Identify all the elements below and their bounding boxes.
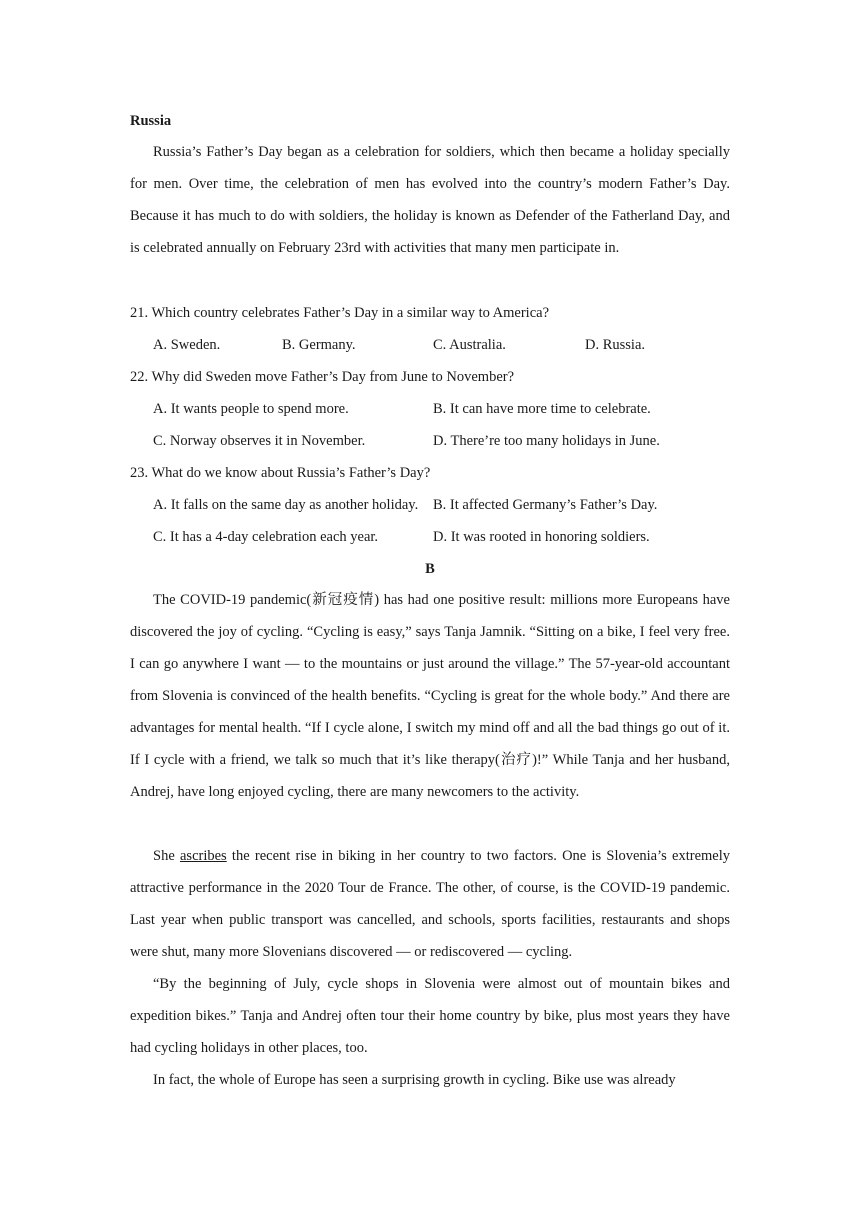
- question-23-option-d: D. It was rooted in honoring soldiers.: [433, 529, 650, 545]
- passage-b-paragraph-4: In fact, the whole of Europe has seen a surprising growth in cycling. Bike use was already: [153, 1072, 676, 1088]
- paragraph-2-start: She: [153, 848, 180, 864]
- question-22-stem: 22. Why did Sweden move Father’s Day from June to November?: [130, 369, 515, 385]
- question-23-option-a: A. It falls on the same day as another holiday.: [153, 497, 419, 513]
- question-23-stem: 23. What do we know about Russia’s Father’s Day?: [130, 465, 431, 481]
- question-22-option-c: C. Norway observes it in November.: [153, 433, 366, 449]
- question-22-option-b: B. It can have more time to celebrate.: [433, 401, 651, 417]
- passage-b-paragraph-2: [130, 840, 730, 968]
- russia-paragraph: Russia’s Father’s Day began as a celebration for soldiers, which then became a holiday specially for men. Over time, the celebration of men has evolved into the country’s modern Father’s Day. Because it has much to do with soldiers, the holiday is known as Defender of the Fatherland Day, and is celebrated annually on February 23rd with activities that many men participate in.: [130, 144, 730, 256]
- passage-b-paragraph-1: The COVID-19 pandemic(新冠疫情) has had one positive result: millions more Europeans have discovered the joy of cycling. “Cycling is easy,” says Tanja Jamnik. “Sitting on a bike, I feel very free. I can go anywhere I want — to the mountains or just around the village.” The 57-year-old accountant from Slovenia is convinced of the health benefits. “Cycling is great for the whole body.” And there are advantages for mental health. “If I cycle alone, I switch my mind off and all the bad things go out of it. If I cycle with a friend, we talk so much that it’s like therapy(治疗)!” While Tanja and her husband, Andrej, have long enjoyed cycling, there are many newcomers to the activity.: [130, 592, 730, 800]
- question-21-option-b: B. Germany.: [282, 337, 356, 353]
- question-21-option-d: D. Russia.: [585, 337, 646, 353]
- question-21-option-a: A. Sweden.: [153, 337, 221, 353]
- passage-b-label: B: [425, 561, 435, 577]
- question-21-stem: 21. Which country celebrates Father’s Day in a similar way to America?: [130, 305, 550, 321]
- paragraph-2-rest: the recent rise in biking in her country to two factors. One is Slovenia’s extremely attractive performance in the 2020 Tour de France. The other, of course, is the COVID-19 pandemic. Last year when public transport was cancelled, and schools, sports facilities, restaurants and shops were shut, many more Slovenians discovered — or rediscovered — cycling.: [130, 848, 730, 960]
- question-23-option-b: B. It affected Germany’s Father’s Day.: [433, 497, 658, 513]
- underlined-word-ascribes: ascribes: [179, 848, 227, 864]
- question-22-option-d: D. There’re too many holidays in June.: [433, 433, 660, 449]
- question-23-option-c: C. It has a 4-day celebration each year.: [153, 529, 379, 545]
- passage-b-paragraph-3: “By the beginning of July, cycle shops in Slovenia were almost out of mountain bikes and expedition bikes.” Tanja and Andrej often tour their home country by bike, plus most years they have had cycling holidays in other places, too.: [130, 976, 730, 1056]
- section-heading-russia: Russia: [130, 113, 172, 129]
- question-22-option-a: A. It wants people to spend more.: [153, 401, 349, 417]
- question-21-option-c: C. Australia.: [433, 337, 506, 353]
